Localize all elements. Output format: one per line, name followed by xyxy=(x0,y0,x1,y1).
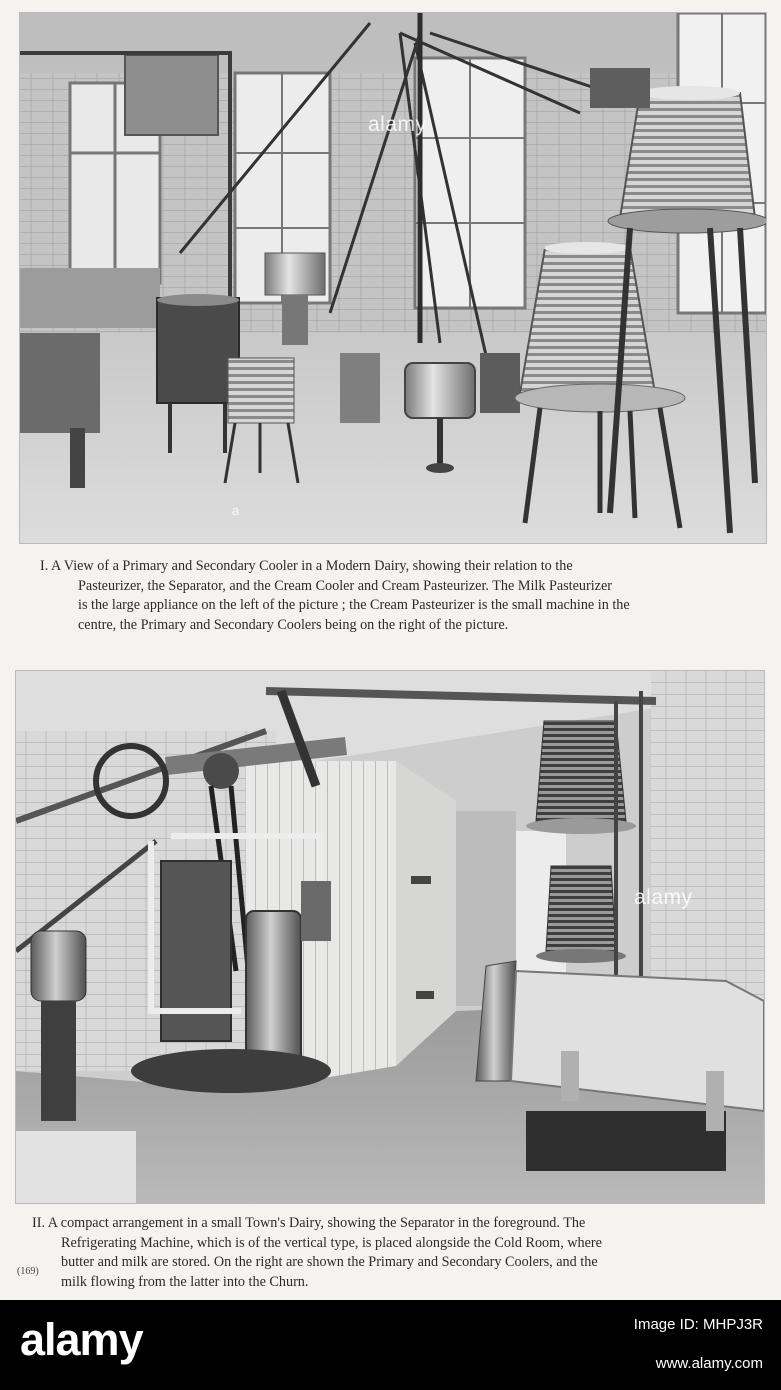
caption-line: butter and milk are stored. On the right are shown the Primary and Secondary Coolers, and the xyxy=(61,1254,598,1271)
watermark: alamy xyxy=(634,886,693,909)
photo-plate-2 xyxy=(15,670,765,1204)
caption-number: I. xyxy=(40,558,49,574)
caption-plate-2 xyxy=(32,1214,746,1292)
watermark-letter: a xyxy=(232,503,240,518)
caption-line: A compact arrangement in a small Town's Dairy, showing the Separator in the foreground. The xyxy=(47,1215,586,1231)
footer-url-link[interactable]: www.alamy.com xyxy=(655,1355,763,1372)
caption-line: A View of a Primary and Secondary Cooler in a Modern Dairy, showing their relation to the xyxy=(51,558,573,574)
town-dairy-photo xyxy=(16,671,764,1203)
caption-line: is the large appliance on the left of the picture ; the Cream Pasteurizer is the small machine in the xyxy=(78,597,630,614)
caption-line: centre, the Primary and Secondary Coolers being on the right of the picture. xyxy=(78,616,509,633)
image-id: Image ID: MHPJ3R xyxy=(633,1316,763,1333)
watermark: alamy xyxy=(368,113,427,136)
caption-plate-1 xyxy=(40,557,748,635)
caption-line: Pasteurizer, the Separator, and the Cream Cooler and Cream Pasteurizer. The Milk Pasteurizer xyxy=(78,577,612,594)
caption-line: Refrigerating Machine, which is of the vertical type, is placed alongside the Cold Room, where xyxy=(61,1234,602,1251)
footer-info xyxy=(523,1316,763,1372)
dairy-cooler-photo xyxy=(20,13,766,543)
caption-line: milk flowing from the latter into the Churn. xyxy=(61,1273,309,1290)
alamy-logo: alamy xyxy=(20,1314,143,1365)
caption-number: II. xyxy=(32,1215,45,1231)
stock-footer-bar xyxy=(0,1300,781,1390)
page-number: (169) xyxy=(17,1266,39,1277)
photo-plate-1 xyxy=(19,12,767,544)
